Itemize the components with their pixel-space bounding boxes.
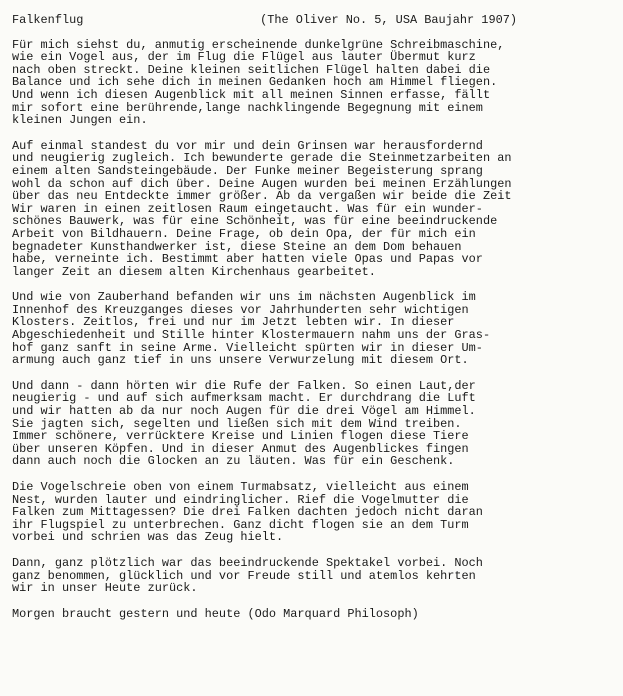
text-line: Nest, wurden lauter und eindringlicher. Rief die Vogelmutter die — [12, 492, 469, 507]
text-line: wie ein Vogel aus, der im Flug die Flügel aus lauter Übermut kurz — [12, 50, 476, 65]
text-line: ihr Flugspiel zu unterbrechen. Ganz dicht flogen sie an dem Turm — [12, 517, 469, 532]
text-line: Und wenn ich diesen Augenblick mit all meinen Sinnen erfasse, fällt — [12, 87, 491, 102]
text-line: wir in unser Heute zurück. — [12, 581, 198, 596]
text-line: über das neu Entdeckte immer größer. Ab da vergaßen wir beide die Zeit — [12, 189, 512, 204]
text-line: Abgeschiedenheit und Stille hinter Klostermauern nahm uns der Gras- — [12, 328, 491, 343]
paragraph — [12, 557, 613, 595]
text-line: Immer schönere, verrücktere Kreise und Linien flogen diese Tiere — [12, 429, 469, 444]
text-line: nach oben streckt. Deine kleinen seitlichen Flügel halten dabei die — [12, 62, 491, 77]
text-line: ganz benommen, glücklich und vor Freude still und atemlos kehrten — [12, 568, 476, 583]
text-line: Sie jagten sich, segelten und ließen sich mit dem Wind treiben. — [12, 416, 462, 431]
text-line: Auf einmal standest du vor mir und dein Grinsen war herausfordernd — [12, 138, 483, 153]
text-line: Wir waren in einen zeitlosen Raum eingetaucht. Was für ein wunder- — [12, 201, 483, 216]
document-header — [12, 14, 613, 27]
text-line: einem alten Sandsteingebäude. Der Funke meiner Begeisterung sprang — [12, 163, 483, 178]
paragraph — [12, 140, 613, 279]
text-line: vorbei und schrien was das Zeug hielt. — [12, 530, 284, 545]
document-subtitle: (The Oliver No. 5, USA Baujahr 1907) — [260, 13, 517, 27]
document-title: Falkenflug — [12, 13, 84, 27]
text-line: armung auch ganz tief in uns unsere Verwurzelung mit diesem Ort. — [12, 353, 469, 368]
text-line: und wir hatten ab da nur noch Augen für die drei Vögel am Himmel. — [12, 404, 476, 419]
paragraph — [12, 380, 613, 468]
text-line: neugierig - und auf sich aufmerksam macht. Er durchdrang die Luft — [12, 391, 476, 406]
text-line: Dann, ganz plötzlich war das beeindruckende Spektakel vorbei. Noch — [12, 555, 483, 570]
text-line: kleinen Jungen ein. — [12, 113, 148, 128]
paragraph — [12, 39, 613, 127]
text-line: habe, verneinte ich. Bestimmt aber hatten viele Opas und Papas vor — [12, 252, 483, 267]
closing-quote: Morgen braucht gestern und heute (Odo Marquard Philosoph) — [12, 606, 419, 621]
text-line: begnadeter Kunsthandwerker ist, diese Steine an dem Dom behauen — [12, 239, 462, 254]
text-line: mir sofort eine berührende,lange nachklingende Begegnung mit einem — [12, 100, 483, 115]
text-line: dann auch noch die Glocken an zu läuten. Was für ein Geschenk. — [12, 454, 455, 469]
document-body — [12, 39, 613, 595]
paragraph — [12, 481, 613, 544]
text-line: schönes Bauwerk, was für eine Schönheit, was für eine beeindruckende — [12, 214, 498, 229]
text-line: Arbeit von Bildhauern. Deine Frage, ob dein Opa, der für mich ein — [12, 226, 476, 241]
text-line: wohl da schon auf dich über. Deine Augen wurden bei meinen Erzählungen — [12, 176, 512, 191]
text-line: Für mich siehst du, anmutig erscheinende dunkelgrüne Schreibmaschine, — [12, 37, 505, 52]
text-line: hof ganz sanft in seine Arme. Vielleicht spürten wir in dieser Um- — [12, 340, 483, 355]
text-line: über unseren Köpfen. Und in dieser Anmut des Augenblickes fingen — [12, 441, 469, 456]
text-line: Innenhof des Kreuzganges dieses vor Jahrhunderten sehr wichtigen — [12, 302, 469, 317]
text-line: Falken zum Mittagessen? Die drei Falken dachten jedoch nicht daran — [12, 505, 483, 520]
text-line: Balance und ich sehe dich in meinen Gedanken hoch am Himmel fliegen. — [12, 75, 498, 90]
paragraph — [12, 291, 613, 367]
text-line: und neugierig zugleich. Ich bewunderte gerade die Steinmetzarbeiten an — [12, 151, 512, 166]
text-line: Klosters. Zeitlos, frei und nur im Jetzt lebten wir. In dieser — [12, 315, 455, 330]
text-line: Und dann - dann hörten wir die Rufe der Falken. So einen Laut,der — [12, 378, 476, 393]
text-line: Und wie von Zauberhand befanden wir uns im nächsten Augenblick im — [12, 290, 476, 305]
text-line: Die Vogelschreie oben von einem Turmabsatz, vielleicht aus einem — [12, 480, 469, 494]
text-line: langer Zeit an diesem alten Kirchenhaus gearbeitet. — [12, 264, 376, 279]
